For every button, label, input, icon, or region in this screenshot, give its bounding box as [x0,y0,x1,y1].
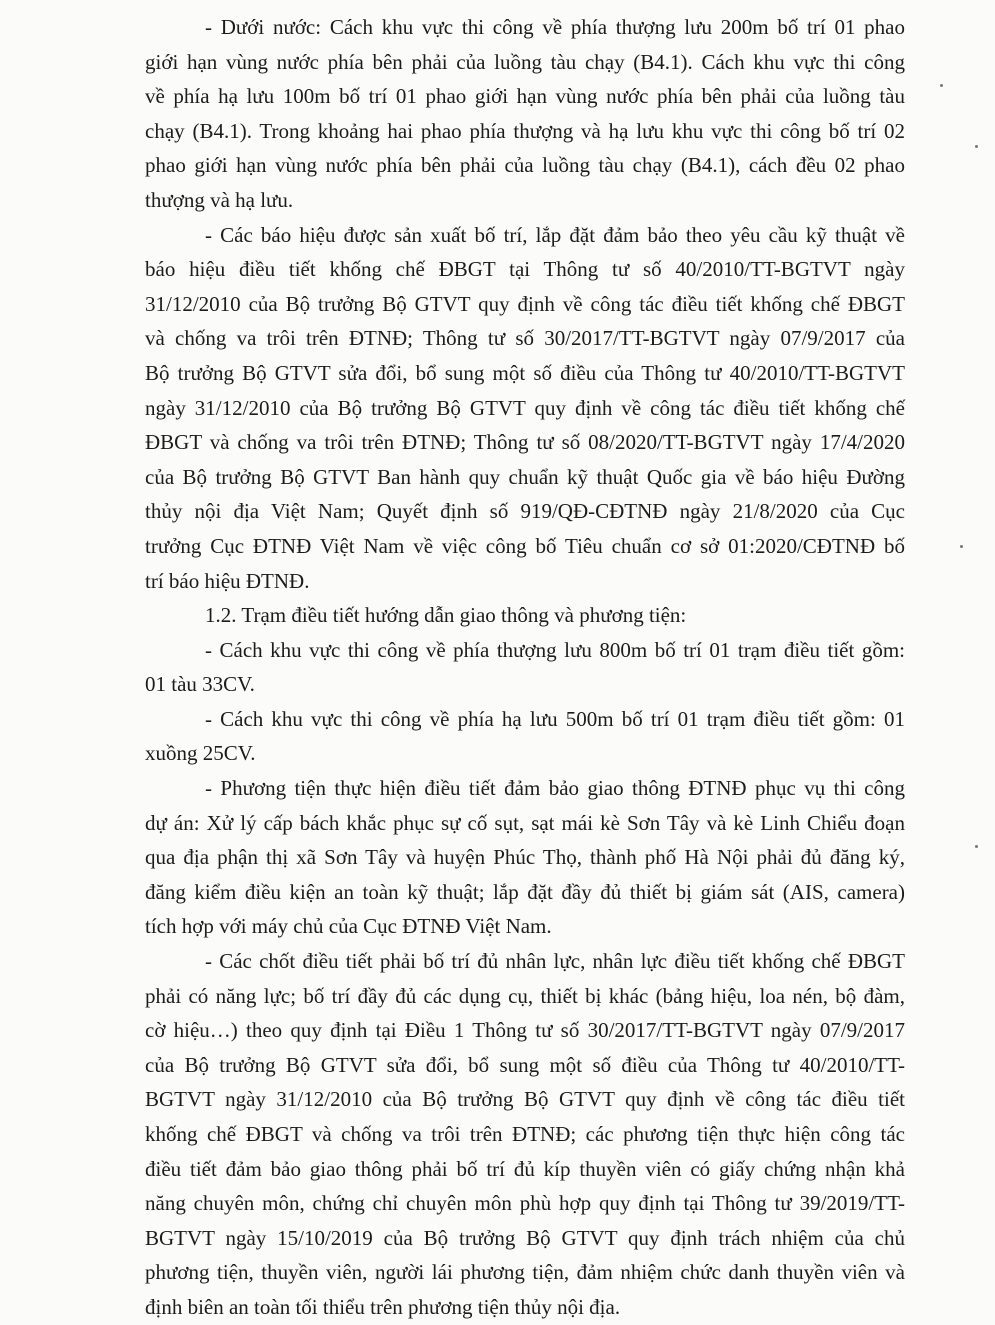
text-line: thủy nội địa Việt Nam; Quyết định số 919/QĐ-CĐTNĐ ngày 21/8/2020 của Cục [145,499,905,524]
text-line: - Dưới nước: Cách khu vực thi công về phía thượng lưu 200m bố trí 01 phao [205,15,905,39]
text-line: 31/12/2010 của Bộ trưởng Bộ GTVT quy định về công tác điều tiết khống chế ĐBGT [145,291,905,316]
text-line: chạy (B4.1). Trong khoảng hai phao phía thượng và hạ lưu khu vực thi công bố trí 02 [145,118,905,143]
text-line: BGTVT ngày 15/10/2019 của Bộ trưởng Bộ GTVT quy định trách nhiệm của chủ [145,1225,905,1250]
scan-speck [975,845,978,848]
text-line: 01 tàu 33CV. [145,672,255,697]
text-line: phương tiện, thuyền viên, người lái phương tiện, đảm nhiệm chức danh thuyền viên và [145,1260,905,1285]
text-line: của Bộ trưởng Bộ GTVT sửa đổi, bổ sung một số điều của Thông tư 40/2010/TT- [145,1052,905,1077]
text-line: xuồng 25CV. [145,741,256,766]
text-line: phao giới hạn vùng nước phía bên phải của luồng tàu chạy (B4.1), cách đều 02 phao [145,153,905,178]
text-line: của Bộ trưởng Bộ GTVT Ban hành quy chuẩn kỹ thuật Quốc gia về báo hiệu Đường [145,464,905,489]
scan-speck [940,84,943,87]
text-line: Bộ trưởng Bộ GTVT sửa đổi, bổ sung một số điều của Thông tư 40/2010/TT-BGTVT [145,360,905,385]
text-line: trưởng Cục ĐTNĐ Việt Nam về việc công bố Tiêu chuẩn cơ sở 01:2020/CĐTNĐ bố [145,533,905,558]
text-line: phải có năng lực; bố trí đầy đủ các dụng cụ, thiết bị khác (bảng hiệu, loa nén, bộ đàm, [145,983,905,1008]
text-line: điều tiết đảm bảo giao thông phải bố trí đủ kíp thuyền viên có giấy chứng nhận khả [145,1156,905,1181]
section-heading: 1.2. Trạm điều tiết hướng dẫn giao thông và phương tiện: [205,603,687,628]
text-line: dự án: Xử lý cấp bách khắc phục sự cố sụt, sạt mái kè Sơn Tây và kè Linh Chiểu đoạn [145,810,905,835]
text-line: định biên an toàn tối thiểu trên phương tiện thủy nội địa. [145,1294,621,1319]
text-line: BGTVT ngày 31/12/2010 của Bộ trưởng Bộ GTVT quy định về công tác điều tiết [145,1087,905,1112]
scan-speck [960,545,963,548]
text-line: ĐBGT và chống va trôi trên ĐTNĐ; Thông tư số 08/2020/TT-BGTVT ngày 17/4/2020 [145,430,905,455]
text-line: và chống va trôi trên ĐTNĐ; Thông tư số 30/2017/TT-BGTVT ngày 07/9/2017 của [145,326,905,351]
text-line: ngày 31/12/2010 của Bộ trưởng Bộ GTVT quy định về công tác điều tiết khống chế [145,395,905,420]
scan-speck [975,145,978,148]
text-line: báo hiệu điều tiết khống chế ĐBGT tại Thông tư số 40/2010/TT-BGTVT ngày [145,257,905,282]
text-line: năng chuyên môn, chứng chỉ chuyên môn phù hợp quy định tại Thông tư 39/2019/TT- [145,1191,905,1216]
text-line: về phía hạ lưu 100m bố trí 01 phao giới hạn vùng nước phía bên phải của luồng tàu [145,84,905,109]
text-line: khống chế ĐBGT và chống va trôi trên ĐTNĐ; các phương tiện thực hiện công tác [145,1122,905,1146]
text-line: qua địa phận thị xã Sơn Tây và huyện Phúc Thọ, thành phố Hà Nội phải đủ đăng ký, [145,845,905,870]
text-line: - Cách khu vực thi công về phía thượng lưu 800m bố trí 01 trạm điều tiết gồm: [205,637,905,662]
text-line: đăng kiểm điều kiện an toàn kỹ thuật; lắp đặt đầy đủ thiết bị giám sát (AIS, camera) [145,879,905,904]
text-line: tích hợp với máy chủ của Cục ĐTNĐ Việt Nam. [145,914,552,939]
text-line: - Phương tiện thực hiện điều tiết đảm bảo giao thông ĐTNĐ phục vụ thi công [205,776,905,801]
text-line: - Các chốt điều tiết phải bố trí đủ nhân lực, nhân lực điều tiết khống chế ĐBGT [205,949,905,974]
text-line: cờ hiệu…) theo quy định tại Điều 1 Thông tư số 30/2017/TT-BGTVT ngày 07/9/2017 [145,1018,905,1043]
text-line: - Các báo hiệu được sản xuất bố trí, lắp đặt đảm bảo theo yêu cầu kỹ thuật về [205,222,905,247]
text-line: - Cách khu vực thi công về phía hạ lưu 500m bố trí 01 trạm điều tiết gồm: 01 [205,706,905,731]
text-line: thượng và hạ lưu. [145,187,294,212]
document-body [145,10,905,1325]
text-line: giới hạn vùng nước phía bên phải của luồng tàu chạy (B4.1). Cách khu vực thi công [145,49,905,74]
text-line: trí báo hiệu ĐTNĐ. [145,568,310,593]
